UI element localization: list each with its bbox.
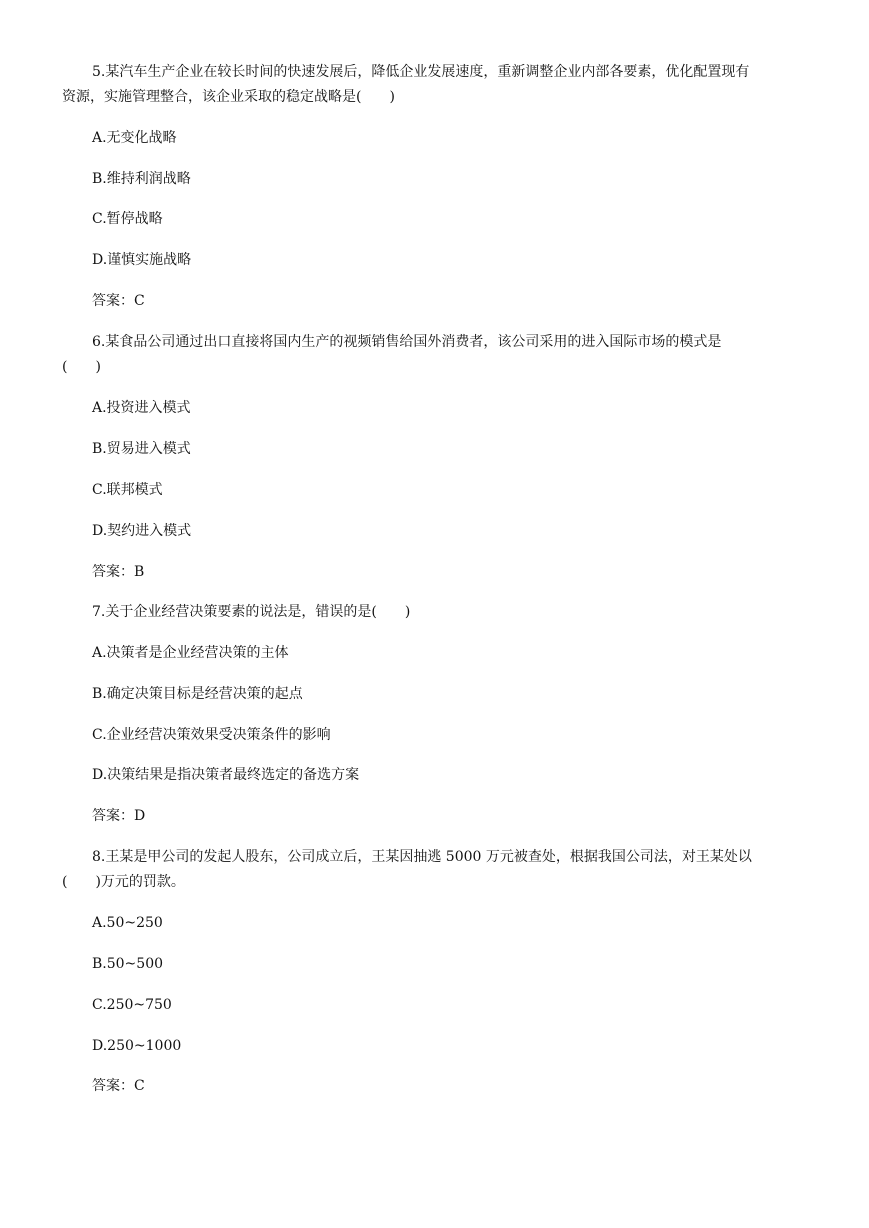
option-b: B.确定决策目标是经营决策的起点 [92, 686, 303, 702]
question-stem-continued: 资源，实施管理整合，该企业采取的稳定战略是( ) [62, 89, 395, 105]
option-d: D.契约进入模式 [92, 523, 192, 539]
answer: 答案：C [92, 293, 145, 309]
option-c: C.企业经营决策效果受决策条件的影响 [92, 727, 331, 743]
option-c: C.联邦模式 [92, 482, 163, 498]
option-c: C.暂停战略 [92, 211, 163, 227]
question-stem-continued: ( )万元的罚款。 [62, 874, 185, 890]
answer: 答案：D [92, 808, 146, 824]
question-stem: 6.某食品公司通过出口直接将国内生产的视频销售给国外消费者，该公司采用的进入国际市场的模式是 [92, 334, 722, 350]
option-a: A.50~250 [92, 915, 163, 931]
option-b: B.维持利润战略 [92, 171, 191, 187]
option-a: A.无变化战略 [92, 130, 177, 146]
option-b: B.50~500 [92, 956, 164, 972]
question-stem-continued: ( ) [62, 359, 101, 375]
question-stem: 8.王某是甲公司的发起人股东，公司成立后，王某因抽逃 5000 万元被查处，根据我国公司法，对王某处以 [92, 849, 752, 865]
option-d: D.250~1000 [92, 1038, 182, 1054]
option-c: C.250~750 [92, 997, 172, 1013]
answer: 答案：B [92, 564, 145, 580]
option-b: B.贸易进入模式 [92, 441, 191, 457]
answer: 答案：C [92, 1078, 145, 1094]
question-stem: 5.某汽车生产企业在较长时间的快速发展后，降低企业发展速度，重新调整企业内部各要素，优化配置现有 [92, 64, 750, 80]
option-d: D.谨慎实施战略 [92, 252, 192, 268]
question-stem: 7.关于企业经营决策要素的说法是，错误的是( ) [92, 604, 411, 620]
option-a: A.决策者是企业经营决策的主体 [92, 645, 289, 661]
option-d: D.决策结果是指决策者最终选定的备选方案 [92, 767, 360, 783]
option-a: A.投资进入模式 [92, 400, 191, 416]
